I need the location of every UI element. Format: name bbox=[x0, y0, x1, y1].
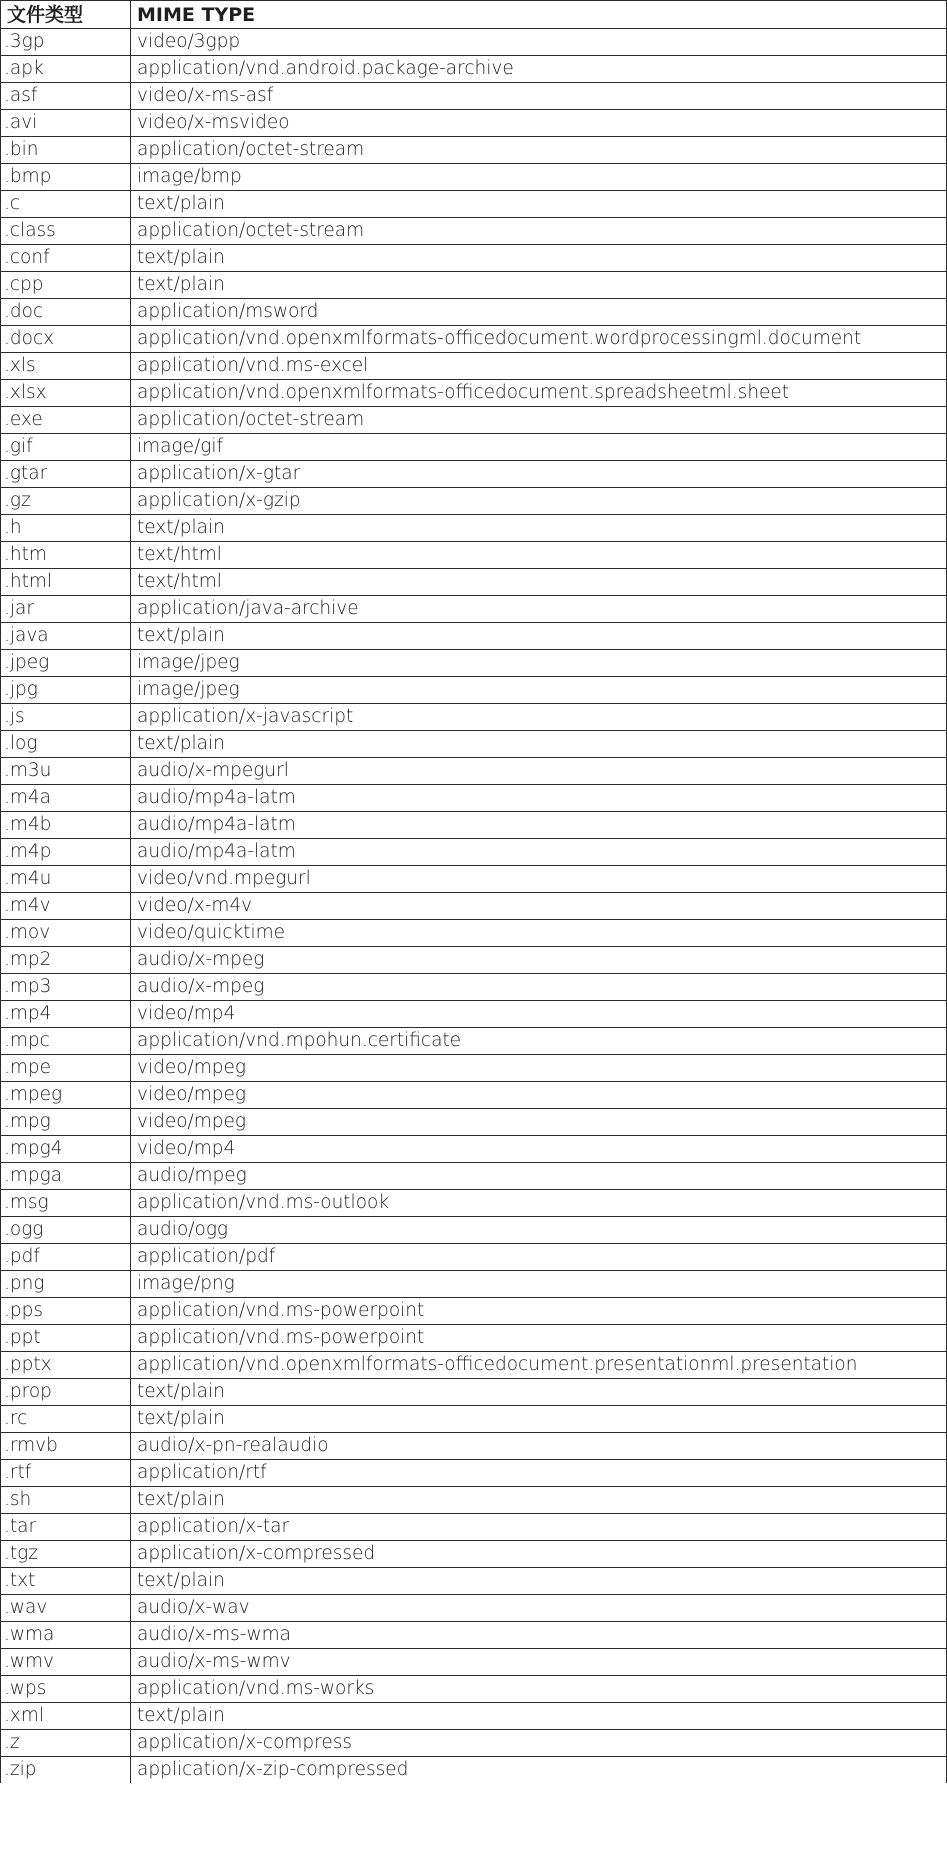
mime-type-cell: text/plain bbox=[131, 1703, 947, 1730]
mime-type-cell: application/x-zip-compressed bbox=[131, 1757, 947, 1784]
table-row bbox=[1, 947, 947, 974]
mime-type-cell: application/vnd.openxmlformats-officedocument.wordprocessingml.document bbox=[131, 326, 947, 353]
table-row bbox=[1, 272, 947, 299]
table-row bbox=[1, 839, 947, 866]
mime-type-cell: application/vnd.ms-powerpoint bbox=[131, 1298, 947, 1325]
table-row bbox=[1, 1730, 947, 1757]
file-extension-cell: .doc bbox=[1, 299, 131, 326]
file-extension-cell: .pps bbox=[1, 1298, 131, 1325]
file-extension-cell: .mpg bbox=[1, 1109, 131, 1136]
mime-type-cell: application/x-gtar bbox=[131, 461, 947, 488]
table-row bbox=[1, 1055, 947, 1082]
table-row bbox=[1, 893, 947, 920]
file-extension-cell: .java bbox=[1, 623, 131, 650]
table-row bbox=[1, 461, 947, 488]
table-header-row bbox=[1, 1, 947, 29]
table-row bbox=[1, 1406, 947, 1433]
file-extension-cell: .mp4 bbox=[1, 1001, 131, 1028]
table-row bbox=[1, 1298, 947, 1325]
mime-type-cell: application/x-javascript bbox=[131, 704, 947, 731]
mime-type-cell: video/mpeg bbox=[131, 1109, 947, 1136]
mime-type-cell: application/java-archive bbox=[131, 596, 947, 623]
table-row bbox=[1, 1595, 947, 1622]
mime-type-cell: text/plain bbox=[131, 1487, 947, 1514]
table-row bbox=[1, 1568, 947, 1595]
table-row bbox=[1, 1649, 947, 1676]
mime-type-cell: application/octet-stream bbox=[131, 407, 947, 434]
table-row bbox=[1, 920, 947, 947]
mime-type-cell: text/html bbox=[131, 542, 947, 569]
mime-type-cell: application/rtf bbox=[131, 1460, 947, 1487]
file-extension-cell: .h bbox=[1, 515, 131, 542]
table-row bbox=[1, 866, 947, 893]
file-extension-cell: .c bbox=[1, 191, 131, 218]
mime-type-cell: audio/x-mpeg bbox=[131, 947, 947, 974]
table-row bbox=[1, 326, 947, 353]
mime-type-cell: application/x-compressed bbox=[131, 1541, 947, 1568]
mime-type-cell: audio/x-ms-wmv bbox=[131, 1649, 947, 1676]
mime-type-cell: video/x-msvideo bbox=[131, 110, 947, 137]
mime-type-cell: application/octet-stream bbox=[131, 218, 947, 245]
mime-type-cell: image/png bbox=[131, 1271, 947, 1298]
file-extension-cell: .docx bbox=[1, 326, 131, 353]
table-row bbox=[1, 650, 947, 677]
table-body bbox=[1, 29, 947, 1784]
mime-type-cell: video/mp4 bbox=[131, 1136, 947, 1163]
file-extension-cell: .m4v bbox=[1, 893, 131, 920]
file-extension-cell: .mpc bbox=[1, 1028, 131, 1055]
table-row bbox=[1, 704, 947, 731]
table-row bbox=[1, 1136, 947, 1163]
file-extension-cell: .log bbox=[1, 731, 131, 758]
mime-type-cell: text/plain bbox=[131, 1379, 947, 1406]
mime-type-cell: application/vnd.mpohun.certificate bbox=[131, 1028, 947, 1055]
table-row bbox=[1, 569, 947, 596]
file-extension-cell: .sh bbox=[1, 1487, 131, 1514]
mime-type-cell: application/vnd.ms-outlook bbox=[131, 1190, 947, 1217]
file-extension-cell: .bmp bbox=[1, 164, 131, 191]
file-extension-cell: .avi bbox=[1, 110, 131, 137]
file-extension-cell: .xls bbox=[1, 353, 131, 380]
file-extension-cell: .wav bbox=[1, 1595, 131, 1622]
table-row bbox=[1, 353, 947, 380]
file-extension-cell: .m4a bbox=[1, 785, 131, 812]
mime-type-cell: text/plain bbox=[131, 272, 947, 299]
table-row bbox=[1, 164, 947, 191]
table-row bbox=[1, 1622, 947, 1649]
mime-type-cell: text/plain bbox=[131, 245, 947, 272]
file-extension-cell: .tar bbox=[1, 1514, 131, 1541]
table-row bbox=[1, 191, 947, 218]
table-row bbox=[1, 380, 947, 407]
file-extension-cell: .prop bbox=[1, 1379, 131, 1406]
file-extension-cell: .xml bbox=[1, 1703, 131, 1730]
file-extension-cell: .ogg bbox=[1, 1217, 131, 1244]
table-row bbox=[1, 758, 947, 785]
file-extension-cell: .tgz bbox=[1, 1541, 131, 1568]
file-extension-cell: .apk bbox=[1, 56, 131, 83]
table-row bbox=[1, 623, 947, 650]
file-extension-cell: .mp2 bbox=[1, 947, 131, 974]
table-row bbox=[1, 488, 947, 515]
table-row bbox=[1, 1082, 947, 1109]
file-extension-cell: .jar bbox=[1, 596, 131, 623]
file-extension-cell: .bin bbox=[1, 137, 131, 164]
file-extension-cell: .pdf bbox=[1, 1244, 131, 1271]
table-row bbox=[1, 1352, 947, 1379]
mime-type-cell: image/bmp bbox=[131, 164, 947, 191]
table-row bbox=[1, 1271, 947, 1298]
file-extension-cell: .png bbox=[1, 1271, 131, 1298]
mime-type-cell: audio/x-ms-wma bbox=[131, 1622, 947, 1649]
table-row bbox=[1, 110, 947, 137]
file-extension-cell: .exe bbox=[1, 407, 131, 434]
file-extension-cell: .gtar bbox=[1, 461, 131, 488]
mime-type-cell: video/x-ms-asf bbox=[131, 83, 947, 110]
file-extension-cell: .pptx bbox=[1, 1352, 131, 1379]
mime-type-cell: application/vnd.ms-works bbox=[131, 1676, 947, 1703]
table-row bbox=[1, 1460, 947, 1487]
mime-type-cell: audio/x-mpeg bbox=[131, 974, 947, 1001]
mime-type-cell: application/x-compress bbox=[131, 1730, 947, 1757]
table-row bbox=[1, 974, 947, 1001]
file-extension-cell: .gz bbox=[1, 488, 131, 515]
mime-type-cell: text/plain bbox=[131, 1568, 947, 1595]
mime-type-cell: audio/ogg bbox=[131, 1217, 947, 1244]
mime-type-cell: video/mp4 bbox=[131, 1001, 947, 1028]
table-row bbox=[1, 1109, 947, 1136]
mime-type-cell: application/vnd.android.package-archive bbox=[131, 56, 947, 83]
mime-type-cell: application/vnd.ms-excel bbox=[131, 353, 947, 380]
mime-type-cell: application/vnd.ms-powerpoint bbox=[131, 1325, 947, 1352]
file-extension-cell: .mpg4 bbox=[1, 1136, 131, 1163]
file-extension-cell: .gif bbox=[1, 434, 131, 461]
table-row bbox=[1, 1028, 947, 1055]
table-row bbox=[1, 299, 947, 326]
table-row bbox=[1, 1433, 947, 1460]
file-extension-cell: .ppt bbox=[1, 1325, 131, 1352]
mime-type-cell: text/plain bbox=[131, 191, 947, 218]
file-extension-cell: .mpga bbox=[1, 1163, 131, 1190]
file-type-header: 文件类型 bbox=[1, 1, 131, 29]
table-row bbox=[1, 1325, 947, 1352]
mime-type-cell: video/mpeg bbox=[131, 1082, 947, 1109]
table-row bbox=[1, 56, 947, 83]
table-row bbox=[1, 1244, 947, 1271]
file-extension-cell: .zip bbox=[1, 1757, 131, 1784]
file-extension-cell: .class bbox=[1, 218, 131, 245]
table-row bbox=[1, 596, 947, 623]
table-row bbox=[1, 1487, 947, 1514]
file-extension-cell: .m4u bbox=[1, 866, 131, 893]
mime-type-cell: video/vnd.mpegurl bbox=[131, 866, 947, 893]
mime-type-cell: audio/mp4a-latm bbox=[131, 812, 947, 839]
mime-type-cell: application/octet-stream bbox=[131, 137, 947, 164]
mime-type-cell: video/mpeg bbox=[131, 1055, 947, 1082]
mime-type-cell: text/plain bbox=[131, 1406, 947, 1433]
table-row bbox=[1, 407, 947, 434]
table-row bbox=[1, 1676, 947, 1703]
file-extension-cell: .xlsx bbox=[1, 380, 131, 407]
mime-type-cell: image/jpeg bbox=[131, 650, 947, 677]
table-row bbox=[1, 29, 947, 56]
file-extension-cell: .rc bbox=[1, 1406, 131, 1433]
file-extension-cell: .rtf bbox=[1, 1460, 131, 1487]
file-extension-cell: .mov bbox=[1, 920, 131, 947]
mime-type-cell: application/x-gzip bbox=[131, 488, 947, 515]
mime-type-cell: image/jpeg bbox=[131, 677, 947, 704]
table-row bbox=[1, 1001, 947, 1028]
file-extension-cell: .mpeg bbox=[1, 1082, 131, 1109]
mime-type-cell: audio/x-mpegurl bbox=[131, 758, 947, 785]
table-row bbox=[1, 812, 947, 839]
table-row bbox=[1, 542, 947, 569]
file-extension-cell: .rmvb bbox=[1, 1433, 131, 1460]
file-extension-cell: .z bbox=[1, 1730, 131, 1757]
mime-type-cell: audio/mpeg bbox=[131, 1163, 947, 1190]
file-extension-cell: .m4b bbox=[1, 812, 131, 839]
mime-type-cell: application/msword bbox=[131, 299, 947, 326]
mime-type-cell: image/gif bbox=[131, 434, 947, 461]
table-row bbox=[1, 731, 947, 758]
table-row bbox=[1, 1217, 947, 1244]
table-row bbox=[1, 785, 947, 812]
table-row bbox=[1, 1703, 947, 1730]
table-row bbox=[1, 1514, 947, 1541]
mime-type-cell: application/x-tar bbox=[131, 1514, 947, 1541]
file-extension-cell: .msg bbox=[1, 1190, 131, 1217]
mime-type-cell: text/plain bbox=[131, 731, 947, 758]
file-extension-cell: .jpg bbox=[1, 677, 131, 704]
mime-type-cell: application/vnd.openxmlformats-officedocument.presentationml.presentation bbox=[131, 1352, 947, 1379]
table-row bbox=[1, 83, 947, 110]
file-extension-cell: .mpe bbox=[1, 1055, 131, 1082]
mime-type-cell: audio/x-wav bbox=[131, 1595, 947, 1622]
table-row bbox=[1, 434, 947, 461]
file-extension-cell: .3gp bbox=[1, 29, 131, 56]
table-row bbox=[1, 245, 947, 272]
file-extension-cell: .conf bbox=[1, 245, 131, 272]
table-row bbox=[1, 218, 947, 245]
file-extension-cell: .html bbox=[1, 569, 131, 596]
mime-type-cell: audio/mp4a-latm bbox=[131, 839, 947, 866]
mime-type-cell: audio/x-pn-realaudio bbox=[131, 1433, 947, 1460]
mime-type-cell: application/pdf bbox=[131, 1244, 947, 1271]
table-row bbox=[1, 515, 947, 542]
table-row bbox=[1, 1163, 947, 1190]
table-row bbox=[1, 1379, 947, 1406]
mime-type-cell: video/3gpp bbox=[131, 29, 947, 56]
file-extension-cell: .mp3 bbox=[1, 974, 131, 1001]
mime-type-header: MIME TYPE bbox=[131, 1, 947, 29]
mime-type-cell: audio/mp4a-latm bbox=[131, 785, 947, 812]
file-extension-cell: .jpeg bbox=[1, 650, 131, 677]
table-row bbox=[1, 1757, 947, 1784]
file-extension-cell: .txt bbox=[1, 1568, 131, 1595]
table-row bbox=[1, 1190, 947, 1217]
mime-type-cell: application/vnd.openxmlformats-officedocument.spreadsheetml.sheet bbox=[131, 380, 947, 407]
file-extension-cell: .cpp bbox=[1, 272, 131, 299]
file-extension-cell: .js bbox=[1, 704, 131, 731]
file-extension-cell: .htm bbox=[1, 542, 131, 569]
mime-type-cell: video/quicktime bbox=[131, 920, 947, 947]
table-row bbox=[1, 677, 947, 704]
file-extension-cell: .m3u bbox=[1, 758, 131, 785]
file-extension-cell: .wmv bbox=[1, 1649, 131, 1676]
mime-type-cell: video/x-m4v bbox=[131, 893, 947, 920]
mime-type-cell: text/plain bbox=[131, 515, 947, 542]
table-row bbox=[1, 1541, 947, 1568]
file-extension-cell: .asf bbox=[1, 83, 131, 110]
table-row bbox=[1, 137, 947, 164]
file-extension-cell: .m4p bbox=[1, 839, 131, 866]
mime-type-cell: text/html bbox=[131, 569, 947, 596]
file-extension-cell: .wma bbox=[1, 1622, 131, 1649]
mime-type-cell: text/plain bbox=[131, 623, 947, 650]
file-extension-cell: .wps bbox=[1, 1676, 131, 1703]
